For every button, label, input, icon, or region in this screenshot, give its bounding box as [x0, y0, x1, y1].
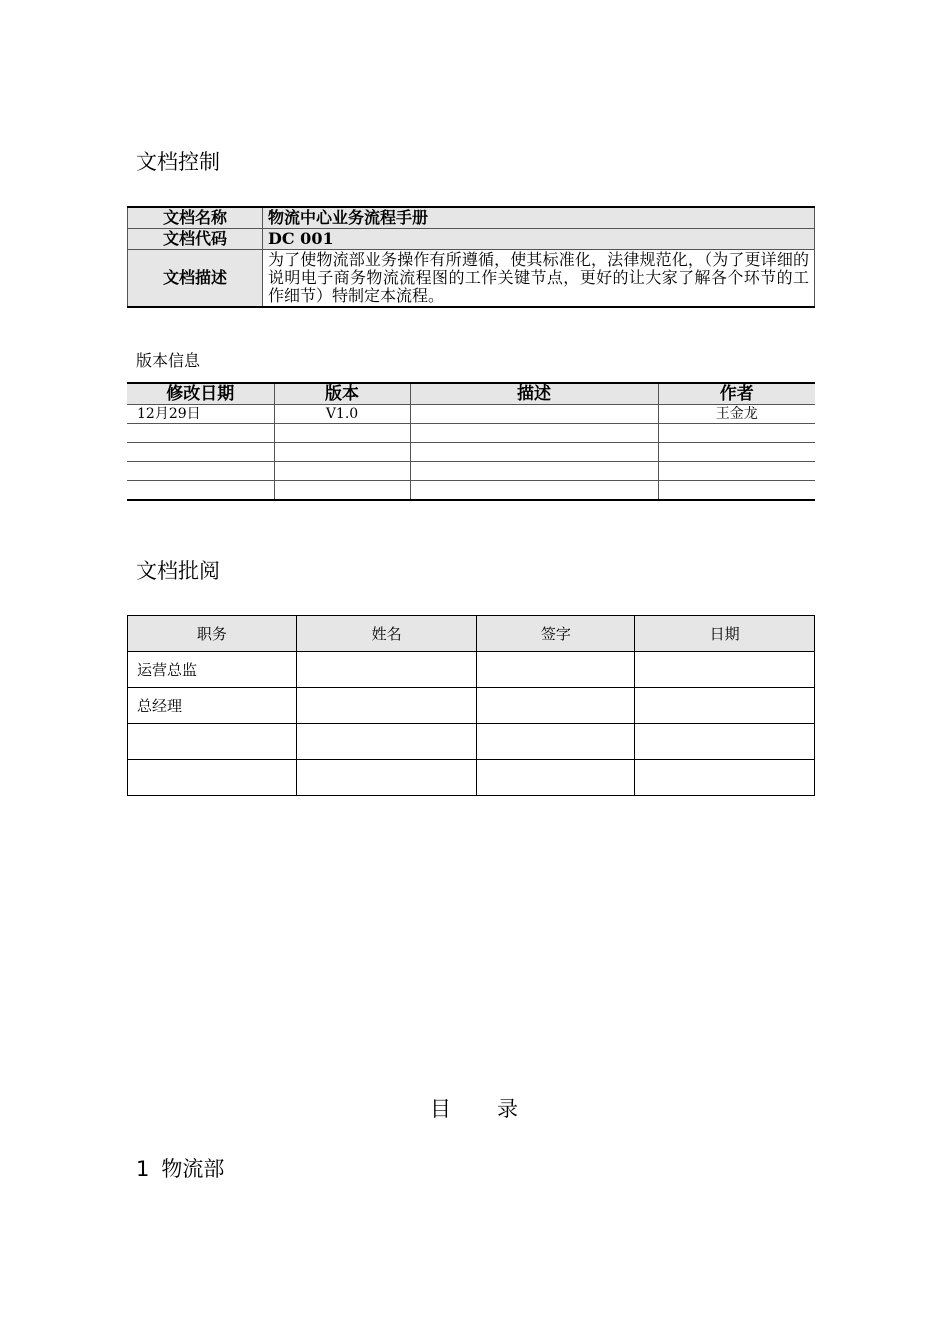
doc-desc-label: 文档描述: [128, 249, 263, 307]
table-row: [128, 688, 815, 724]
cell-name: [296, 652, 477, 688]
toc-item-label: 物流部: [161, 1157, 225, 1181]
table-row: [127, 462, 815, 481]
doc-control-table: [127, 206, 815, 308]
cell-description: [410, 405, 658, 424]
table-row: [127, 424, 815, 443]
cell-author: [658, 443, 815, 462]
cell-position: [128, 724, 297, 760]
cell-signature: [477, 760, 635, 796]
review-table: [127, 615, 815, 796]
cell-version: [274, 424, 410, 443]
cell-description: [410, 462, 658, 481]
cell-signature: [477, 724, 635, 760]
doc-control-heading: 文档控制: [136, 150, 220, 174]
cell-version: [274, 481, 410, 501]
cell-date: [635, 652, 815, 688]
col-description: 描述: [410, 383, 658, 405]
table-row: [128, 652, 815, 688]
cell-signature: [477, 652, 635, 688]
doc-name-value: 物流中心业务流程手册: [263, 207, 815, 228]
cell-description: [410, 481, 658, 501]
toc-item-number: 1: [136, 1157, 150, 1181]
cell-author: [658, 462, 815, 481]
table-row: [128, 724, 815, 760]
cell-name: [296, 724, 477, 760]
cell-author: 王金龙: [658, 405, 815, 424]
doc-desc-value: 为了使物流部业务操作有所遵循，使其标准化，法律规范化，（为了更详细的说明电子商务物流流程图的工作关键节点，更好的让大家了解各个环节的工作细节）特制定本流程。: [263, 249, 815, 307]
table-row: [127, 481, 815, 501]
cell-description: [410, 424, 658, 443]
review-header-row: [128, 616, 815, 652]
cell-date: [127, 443, 274, 462]
cell-name: [296, 760, 477, 796]
toc-item[interactable]: [136, 1153, 224, 1183]
col-position: 职务: [128, 616, 297, 652]
cell-date: [635, 760, 815, 796]
cell-author: [658, 424, 815, 443]
cell-date: 12月29日: [127, 405, 274, 424]
review-heading: 文档批阅: [136, 559, 220, 583]
cell-signature: [477, 688, 635, 724]
version-info-heading: 版本信息: [136, 351, 201, 370]
cell-date: [127, 481, 274, 501]
cell-version: [274, 443, 410, 462]
cell-date: [635, 724, 815, 760]
version-table: [127, 382, 815, 501]
cell-position: 运营总监: [128, 652, 297, 688]
table-row: [128, 760, 815, 796]
cell-name: [296, 688, 477, 724]
cell-date: [127, 462, 274, 481]
cell-version: [274, 462, 410, 481]
toc-title: 目录: [430, 1097, 564, 1121]
doc-code-label: 文档代码: [128, 228, 263, 249]
version-header-row: [127, 383, 815, 405]
cell-date: [635, 688, 815, 724]
col-modified-date: 修改日期: [127, 383, 274, 405]
col-date: 日期: [635, 616, 815, 652]
col-signature: 签字: [477, 616, 635, 652]
table-row: [127, 443, 815, 462]
doc-code-value: DC 001: [263, 228, 815, 249]
cell-author: [658, 481, 815, 501]
col-author: 作者: [658, 383, 815, 405]
col-name: 姓名: [296, 616, 477, 652]
cell-description: [410, 443, 658, 462]
cell-date: [127, 424, 274, 443]
col-version: 版本: [274, 383, 410, 405]
cell-version: V1.0: [274, 405, 410, 424]
table-row: [127, 405, 815, 424]
doc-name-label: 文档名称: [128, 207, 263, 228]
cell-position: 总经理: [128, 688, 297, 724]
cell-position: [128, 760, 297, 796]
